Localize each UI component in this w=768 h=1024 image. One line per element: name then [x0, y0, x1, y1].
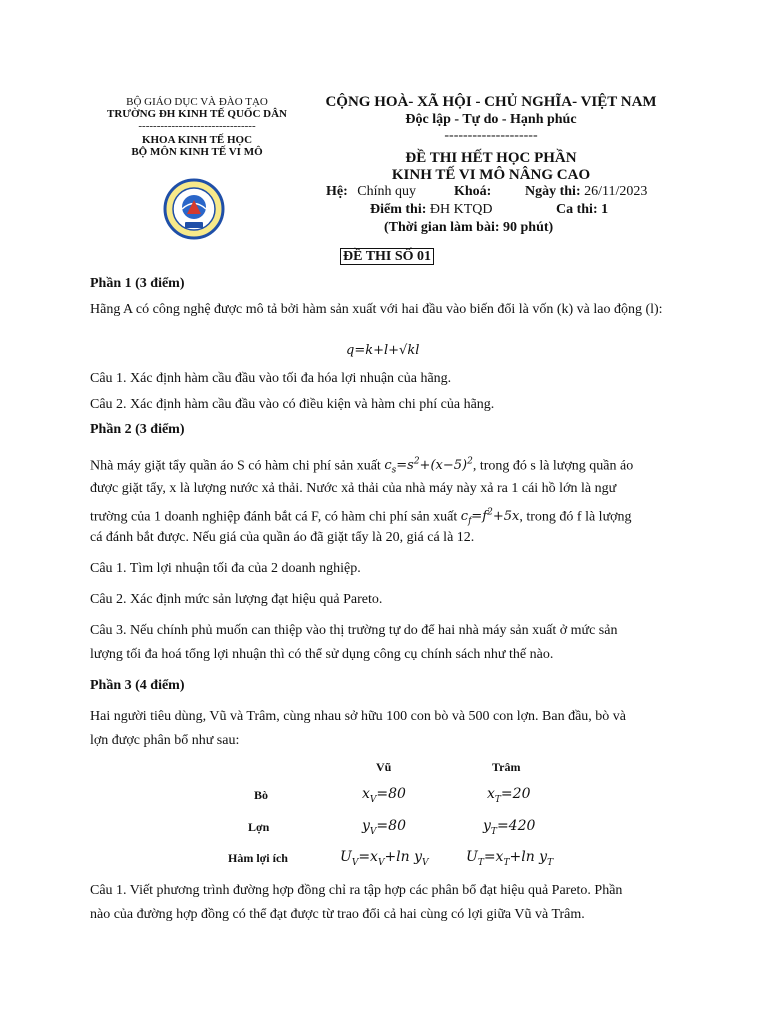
pigs-tram-value: 420: [508, 818, 536, 834]
exam-title: ĐỀ THI HẾT HỌC PHẦN: [405, 150, 577, 166]
part2-question3-line2: lượng tối đa hoá tổng lợi nhuận thì có thể sử dụng công cụ chính sách như thế nào.: [90, 647, 554, 662]
duration-text: (Thời gian làm bài: 90 phút): [384, 220, 554, 235]
part2-line2: được giặt tẩy, x là lượng nước xả thải. Nước xả thải của nhà máy này xả ra 1 cái hồ lớn là ngư: [90, 481, 617, 496]
part2-line1: [90, 453, 678, 481]
right-separator: --------------------: [444, 128, 538, 143]
cows-tram: $x_T=20$: [487, 786, 531, 805]
cohort-field: [454, 184, 491, 200]
column-header-vu: Vũ: [376, 760, 392, 774]
national-motto: Độc lập - Tự do - Hạnh phúc: [405, 112, 577, 127]
part3-question1-line1: Câu 1. Viết phương trình đường hợp đồng chỉ ra tập hợp các phân bổ đạt hiệu quả Pareto. Phần: [90, 883, 623, 898]
exam-meta-row1: [326, 184, 416, 200]
course-name: KINH TẾ VI MÔ NÂNG CAO: [391, 167, 591, 183]
right-header: [316, 94, 666, 184]
left-header: [92, 96, 302, 158]
date-value: 26/11/2023: [584, 184, 648, 199]
system-value: Chính quy: [357, 184, 416, 199]
date-label: Ngày thi:: [525, 184, 581, 199]
part2-question1: Câu 1. Tìm lợi nhuận tối đa của 2 doanh nghiệp.: [90, 561, 361, 576]
part1-question1: Câu 1. Xác định hàm cầu đầu vào tối đa hóa lợi nhuận của hãng.: [90, 371, 452, 386]
utility-vu: $U_V=x_V+\ln$ $y_V$: [340, 849, 429, 868]
faculty-name: KHOA KINH TẾ HỌC: [141, 134, 253, 146]
part2-heading: Phần 2 (3 điểm): [90, 422, 185, 437]
utility-tram: $U_T=x_T+\ln$ $y_T$: [466, 849, 554, 868]
venue-label: Điểm thi:: [370, 202, 427, 217]
production-function: q=k+l+√kl: [346, 343, 420, 358]
part2-line4: cá đánh bắt được. Nếu giá của quần áo đã giặt tẩy là 20, giá cá là 12.: [90, 530, 475, 545]
part2-line1-start: Nhà máy giặt tẩy quần áo S có hàm chi phí sản xuất: [90, 458, 381, 474]
system-label: Hệ:: [326, 184, 348, 199]
part2-line1-end: , trong đó s là lượng quần áo: [472, 458, 634, 474]
shift-field: [556, 202, 608, 218]
exam-date-field: [525, 184, 647, 200]
part2-line3-end: , trong đó f là lượng: [519, 509, 632, 525]
part2-question3-line1: Câu 3. Nếu chính phủ muốn can thiệp vào thị trường tự do để hai nhà máy sản xuất ở mức sản: [90, 623, 618, 638]
part3-heading: Phần 3 (4 điểm): [90, 678, 185, 693]
cost-function-s: $c_s=s^2+(x-5)^2$: [384, 457, 473, 476]
cows-vu: $x_V=80$: [362, 786, 406, 805]
cost-function-f: $c_f=f^2+5x$: [460, 508, 520, 527]
cohort-label: Khoá:: [454, 184, 492, 199]
part1-heading: Phần 1 (3 điểm): [90, 276, 185, 291]
pigs-vu: $y_V=80$: [362, 818, 406, 837]
part3-intro-line2: lợn được phân bổ như sau:: [90, 733, 240, 748]
venue-value: ĐH KTQD: [429, 202, 493, 217]
pigs-tram: $y_T=420$: [483, 818, 536, 837]
ministry-name: BỘ GIÁO DỤC VÀ ĐÀO TẠO: [126, 96, 268, 108]
left-separator: --------------------------------: [138, 120, 256, 132]
shift-label: Ca thi: 1: [556, 202, 609, 217]
university-logo: [163, 178, 225, 240]
pigs-vu-value: 80: [388, 818, 406, 834]
row-header-utility: Hàm lợi ích: [228, 851, 288, 865]
department-name: BỘ MÔN KINH TẾ VI MÔ: [131, 146, 263, 158]
row-header-cows: Bò: [254, 788, 269, 802]
part2-question2: Câu 2. Xác định mức sản lượng đạt hiệu quả Pareto.: [90, 592, 383, 607]
part3-intro-line1: Hai người tiêu dùng, Vũ và Trâm, cùng nhau sở hữu 100 con bò và 500 con lợn. Ban đầu, bò và: [90, 709, 627, 724]
university-name: TRƯỜNG ĐH KINH TẾ QUỐC DÂN: [107, 108, 287, 120]
column-header-tram: Trâm: [492, 760, 521, 774]
row-header-pigs: Lợn: [248, 820, 270, 834]
part1-question2: Câu 2. Xác định hàm cầu đầu vào có điều kiện và hàm chi phí của hãng.: [90, 397, 495, 412]
exam-number: ĐỀ THI SỐ 01: [340, 248, 434, 265]
part2-line3-start: trường của 1 doanh nghiệp đánh bắt cá F, có hàm chi phí sản xuất: [90, 509, 458, 525]
venue-field: [370, 202, 493, 218]
part3-question1-line2: nào của đường hợp đồng có thể đạt được từ trao đổi cả hai cùng có lợi giữa Vũ và Trâm.: [90, 907, 585, 922]
cows-tram-value: 20: [512, 786, 531, 802]
part1-intro: Hãng A có công nghệ được mô tả bởi hàm sản xuất với hai đầu vào biến đổi là vốn (k) và lao động (l):: [90, 302, 663, 317]
cows-vu-value: 80: [388, 786, 406, 802]
duration-field: [384, 220, 553, 236]
nation-title: CỘNG HOÀ- XÃ HỘI - CHỦ NGHĨA- VIỆT NAM: [325, 94, 657, 110]
